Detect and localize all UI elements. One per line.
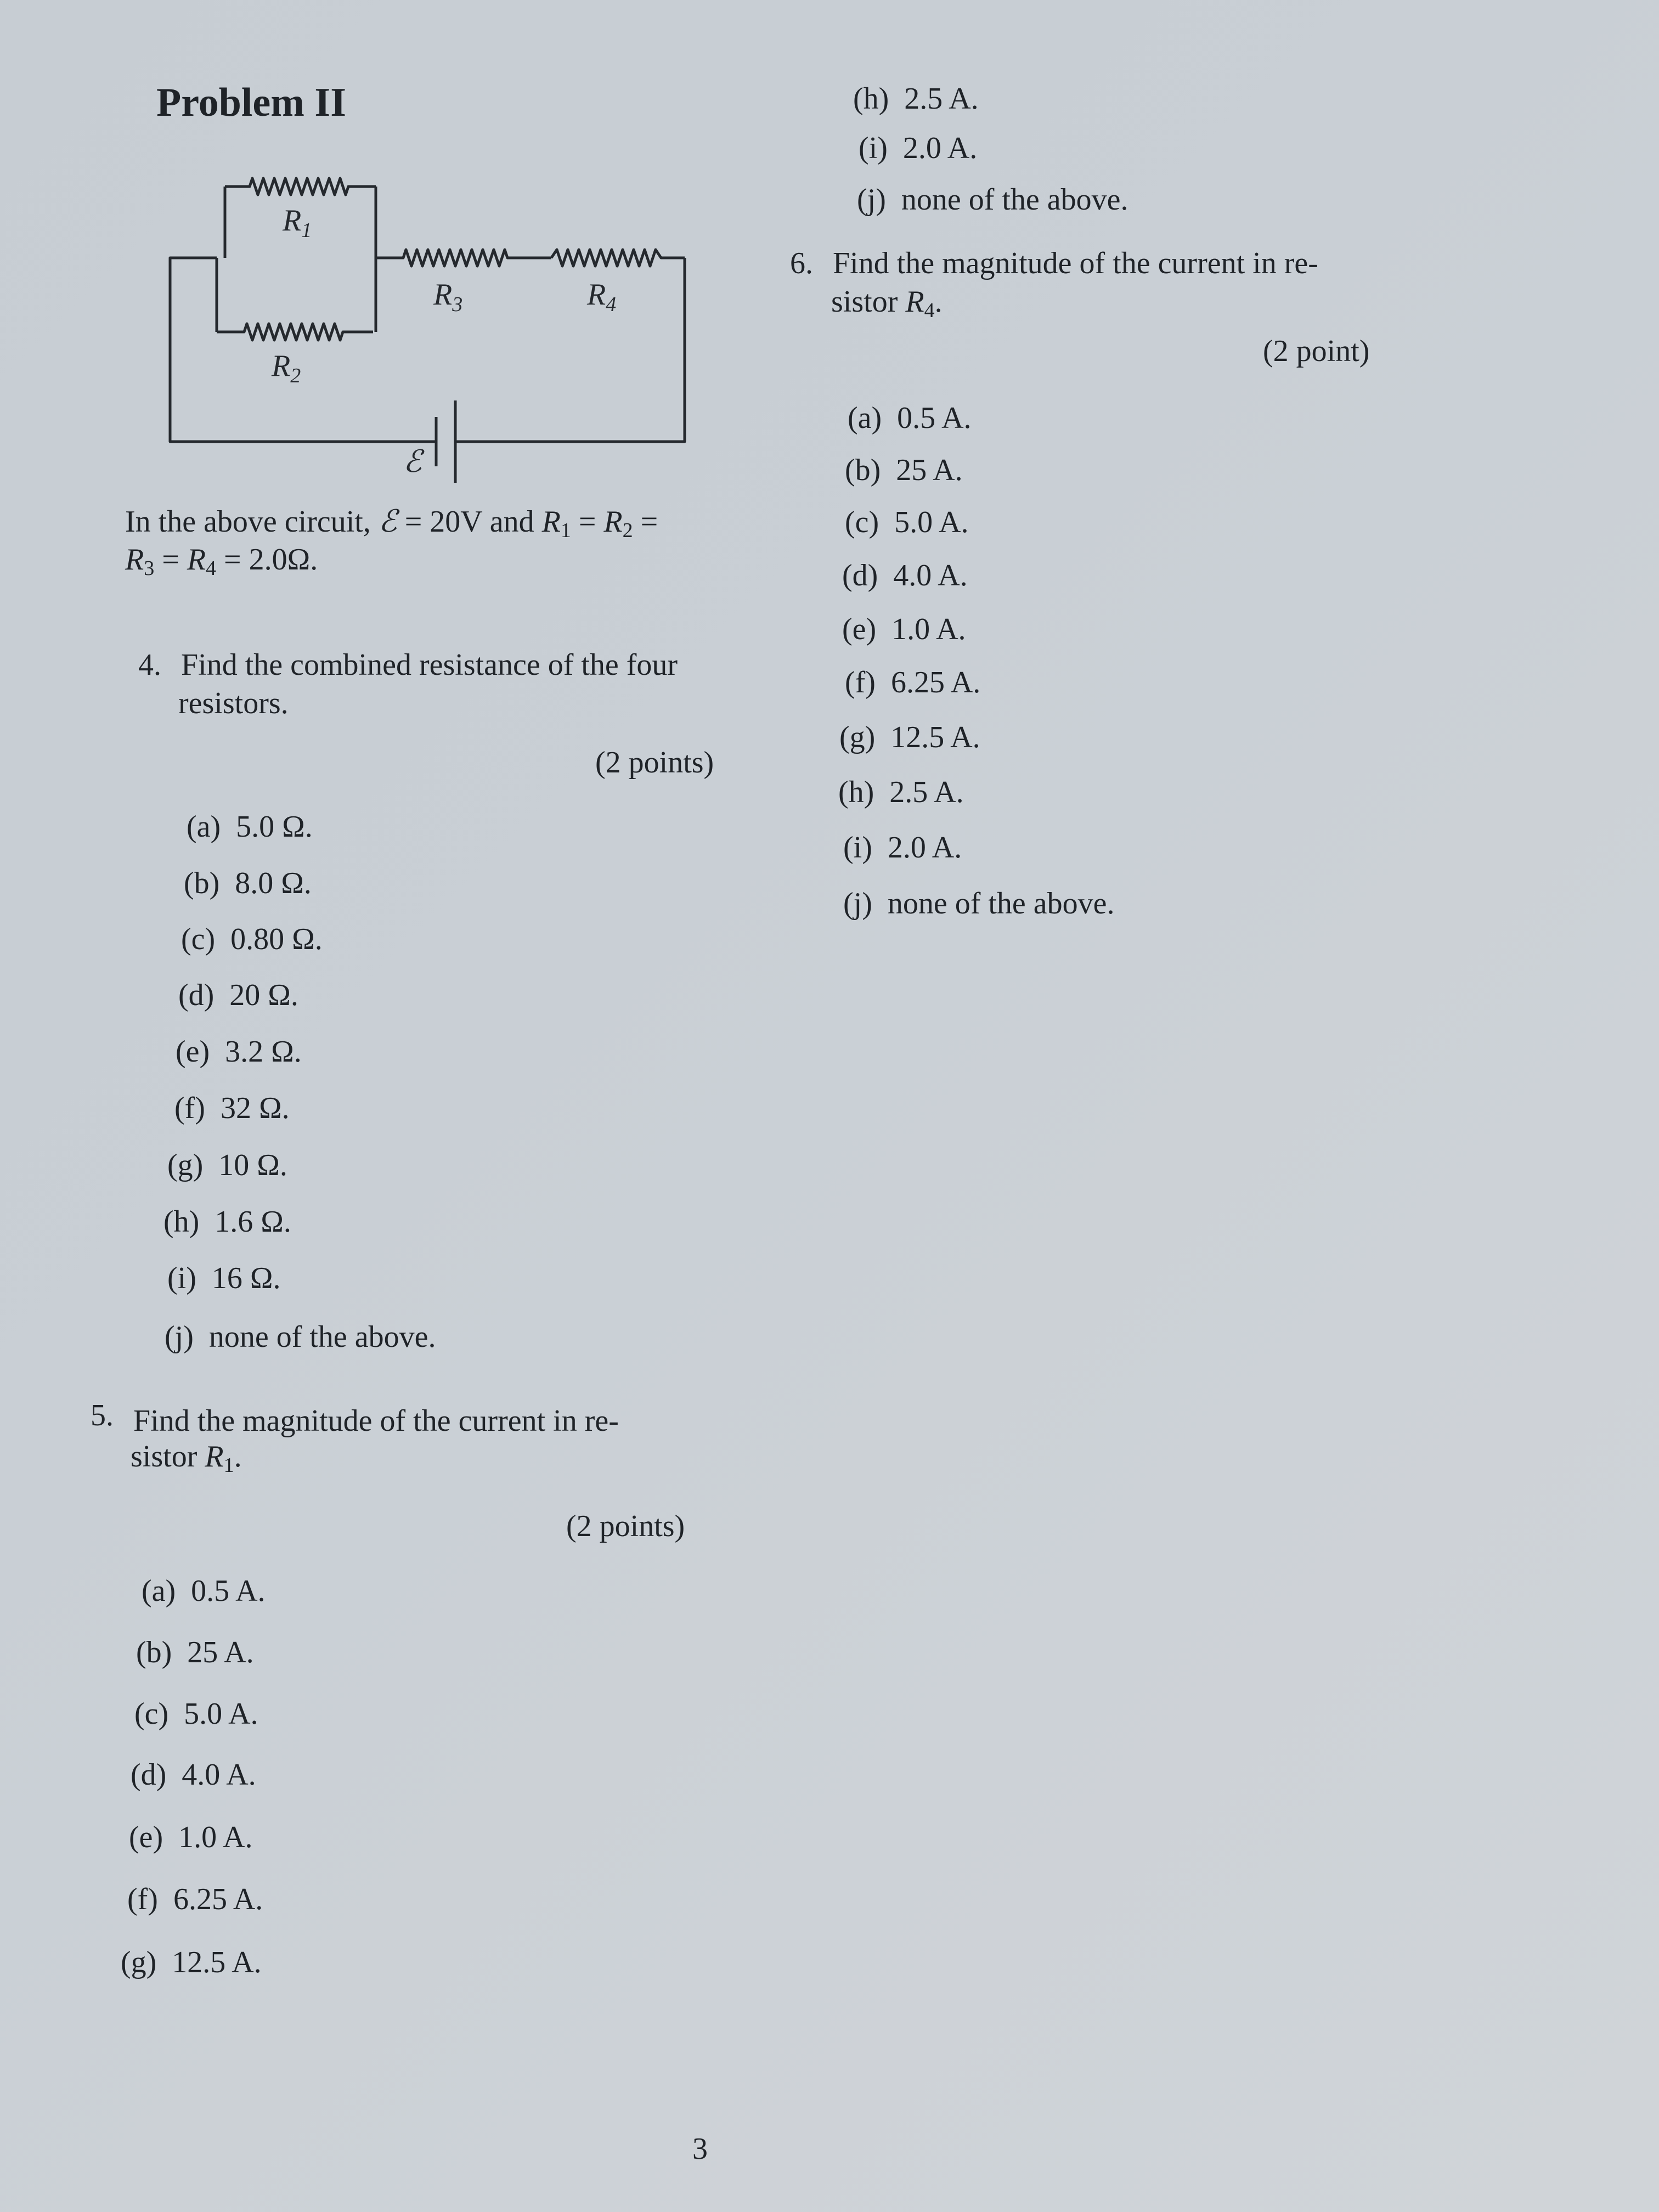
q4-option[interactable]: (e) 3.2 Ω. [176,1035,302,1069]
q4-option[interactable]: (f) 32 Ω. [174,1091,290,1125]
circuit-diagram [159,165,708,483]
q6-option[interactable]: (i) 2.0 A. [843,831,962,865]
q6-prompt-line-1: Find the magnitude of the current in re- [833,246,1318,280]
q5-option[interactable]: (c) 5.0 A. [134,1697,258,1731]
q6-option[interactable]: (d) 4.0 A. [842,558,968,592]
q5-points: (2 points) [566,1509,685,1543]
q4-option[interactable]: (h) 1.6 Ω. [163,1205,291,1239]
resistor-r3 [376,250,551,266]
q6-option[interactable]: (h) 2.5 A. [838,775,964,809]
q4-option[interactable]: (j) none of the above. [165,1320,436,1354]
q6-option[interactable]: (g) 12.5 A. [839,720,980,754]
q5-option[interactable]: (e) 1.0 A. [129,1820,253,1854]
resistor-r4 [551,250,685,266]
q6-option[interactable]: (j) none of the above. [843,887,1115,921]
label-r3: $R_3$ [433,278,463,316]
q6-option[interactable]: (e) 1.0 A. [842,612,966,646]
battery-emf [436,400,455,483]
intro-line-2: $R_3 = R_4 = 2.0\Omega$. [125,543,318,580]
q6-prompt-line-2: sistor $R_4$. [831,285,943,322]
q5-option[interactable]: (a) 0.5 A. [142,1574,266,1608]
q5-option[interactable]: (h) 2.5 A. [853,82,979,116]
q5-option[interactable]: (b) 25 A. [136,1635,254,1669]
wire-outer-loop [170,258,685,442]
q5-option[interactable]: (j) none of the above. [857,183,1128,217]
problem-title: Problem II [156,80,347,125]
q4-prompt-line-1: Find the combined resistance of the four [181,648,678,682]
intro-line-1: In the above circuit, ℰ = 20V and $R_1 = R_2$ = [125,505,658,542]
q4-number: 4. [138,648,161,682]
q4-option[interactable]: (d) 20 Ω. [178,978,298,1012]
label-r2: $R_2$ [272,349,301,387]
q4-points: (2 points) [595,746,714,780]
q5-option[interactable]: (g) 12.5 A. [121,1945,262,1979]
q5-option[interactable]: (i) 2.0 A. [859,131,978,165]
label-emf: ℰ [403,445,422,479]
q5-option[interactable]: (f) 6.25 A. [127,1882,263,1916]
q5-prompt-line-1: Find the magnitude of the current in re- [133,1404,619,1438]
q4-option[interactable]: (i) 16 Ω. [167,1261,281,1295]
q5-option[interactable]: (d) 4.0 A. [131,1758,256,1792]
q6-option[interactable]: (f) 6.25 A. [845,665,981,699]
q4-option[interactable]: (a) 5.0 Ω. [187,810,313,844]
q4-prompt-line-2: resistors. [178,686,289,720]
label-r1: $R_1$ [283,204,312,242]
q4-option[interactable]: (g) 10 Ω. [167,1148,287,1182]
q5-prompt-line-2: sistor $R_1$. [131,1440,242,1477]
q5-number: 5. [91,1398,114,1432]
resistor-r2 [217,324,373,340]
q6-points: (2 point) [1263,334,1370,368]
q6-number: 6. [790,246,813,280]
q4-option[interactable]: (c) 0.80 Ω. [181,922,323,956]
resistor-r1 [225,178,376,195]
label-r4: $R_4$ [587,278,617,316]
q4-option[interactable]: (b) 8.0 Ω. [184,866,312,900]
page-number: 3 [692,2132,708,2166]
q6-option[interactable]: (b) 25 A. [845,453,963,487]
q6-option[interactable]: (c) 5.0 A. [845,505,969,539]
q6-option[interactable]: (a) 0.5 A. [848,401,972,435]
